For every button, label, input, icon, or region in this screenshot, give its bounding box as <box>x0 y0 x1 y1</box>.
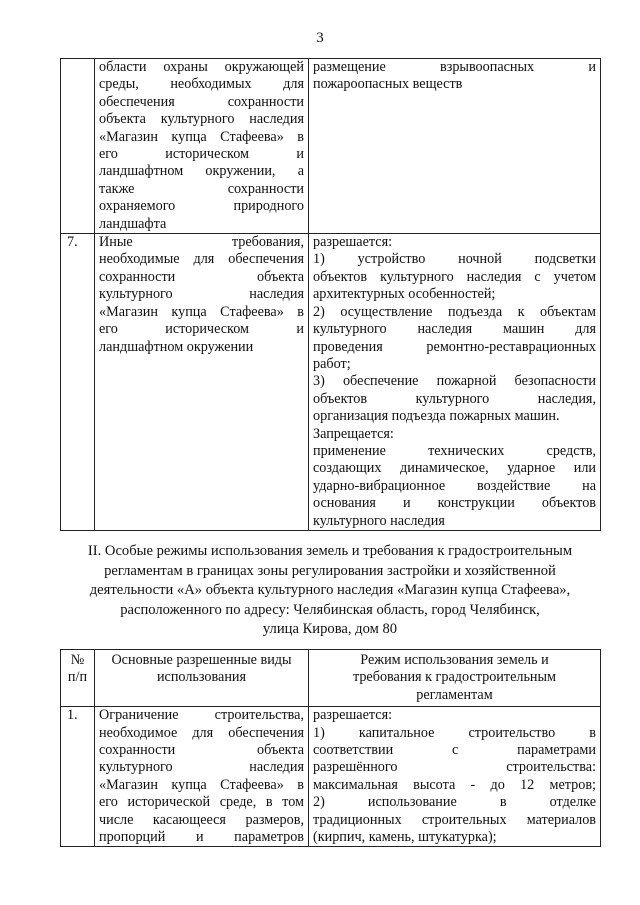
text-line: пожароопасных веществ <box>313 76 463 93</box>
text-line: ландшафтном окружении <box>99 338 254 355</box>
text-line: ландшафта <box>99 215 167 232</box>
text-line: размещение взрывоопасных и <box>313 59 596 75</box>
header-regime <box>309 650 601 707</box>
text-line: (кирпич, камень, штукатурка); <box>313 829 497 846</box>
text-line: обеспечения сохранности <box>99 93 304 110</box>
regime-description <box>309 707 601 847</box>
text-line: проведения ремонтно-реставрационных <box>313 338 596 355</box>
requirements-table-continued <box>60 58 601 531</box>
text-line: объектов культурного наследия, <box>313 390 596 407</box>
text-line: 1) капитальное строительство в <box>313 724 596 741</box>
heading-line: расположенного по адресу: Челябинская область, город Челябинск, <box>120 601 540 618</box>
text-line: культурного наследия <box>99 759 304 776</box>
section-heading <box>60 542 600 640</box>
text-line: культурного наследия <box>99 286 304 303</box>
text-line: культурного наследия <box>313 512 445 529</box>
text-line: охраняемого природного <box>99 198 304 215</box>
header-line: Режим использования земель и <box>360 652 549 668</box>
page-number: 3 <box>316 30 324 46</box>
text-line: Ограничение строительства, <box>99 707 304 724</box>
text-line: необходимое для обеспечения <box>99 724 304 741</box>
text-line: 2) осуществление подъезда к объектам <box>313 303 596 320</box>
header-line: использования <box>156 669 247 686</box>
row-number: 1. <box>61 707 95 847</box>
row-number: 7. <box>61 234 95 531</box>
text-line: основания и конструкции объектов <box>313 495 596 512</box>
text-line: разрешается: <box>313 234 393 251</box>
text-line: необходимые для обеспечения <box>99 251 304 268</box>
text-line: 2) использование в отделке <box>313 794 596 811</box>
text-line: культурного наследия машин для <box>313 321 596 338</box>
text-line: объектов культурного наследия с учетом <box>313 268 596 285</box>
text-line: разрешённого строительства: <box>313 759 596 776</box>
text-line: «Магазин купца Стафеева» в <box>99 303 304 320</box>
regime-description <box>309 234 601 531</box>
text-line: традиционных строительных материалов <box>313 811 596 828</box>
text-line: организация подъезда пожарных машин. <box>313 408 560 425</box>
text-line: соответствии с параметрами <box>313 742 596 759</box>
table-header-row <box>61 650 601 707</box>
heading-line: деятельности «А» объекта культурного наследия «Магазин купца Стафеева», <box>89 582 571 599</box>
text-line: «Магазин купца Стафеева» в <box>99 128 304 145</box>
text-line: его историческом и <box>99 321 304 338</box>
requirement-description <box>95 59 309 234</box>
text-line: «Магазин купца Стафеева» в <box>99 776 304 793</box>
row-number <box>61 59 95 234</box>
table-row <box>61 707 601 847</box>
table-row <box>61 234 601 531</box>
text-line: Иные требования, <box>99 234 304 251</box>
text-line: области охраны окружающей <box>99 59 304 75</box>
text-line: числе касающееся размеров, <box>99 811 304 828</box>
text-line: сохранности объекта <box>99 742 304 759</box>
text-line: его исторической среде, в том <box>99 794 304 811</box>
header-line: требования к градостроительным <box>352 669 557 686</box>
text-line: максимальная высота - до 12 метров; <box>313 776 596 793</box>
regime-description <box>309 59 601 234</box>
text-line: 1) устройство ночной подсветки <box>313 251 596 268</box>
text-line: ландшафтном окружении, а <box>99 163 304 180</box>
header-permitted-uses <box>95 650 309 707</box>
text-line: объекта культурного наследия <box>99 111 304 128</box>
requirement-description <box>95 234 309 531</box>
text-line: его историческом и <box>99 146 304 163</box>
permitted-use-description <box>95 707 309 847</box>
land-use-regime-table <box>60 649 601 847</box>
text-line: архитектурных особенностей; <box>313 286 496 303</box>
header-line: № <box>70 652 85 668</box>
table-row <box>61 59 601 234</box>
text-line: 3) обеспечение пожарной безопасности <box>313 373 596 390</box>
text-line: работ; <box>313 355 351 372</box>
text-line: применение технических средств, <box>313 442 596 459</box>
heading-line: II. Особые режимы использования земель и требования к градостроительным <box>87 543 573 559</box>
heading-line: улица Кирова, дом 80 <box>262 621 398 638</box>
text-line: ударно-вибрационное воздействие на <box>313 477 596 494</box>
text-line: создающих динамическое, ударное или <box>313 460 596 477</box>
heading-line: регламентам в границах зоны регулирования застройки и хозяйственной <box>104 562 556 579</box>
text-line: Запрещается: <box>313 425 394 442</box>
header-line: п/п <box>67 669 88 686</box>
header-number <box>61 650 95 707</box>
text-line: также сохранности <box>99 180 304 197</box>
text-line: сохранности объекта <box>99 268 304 285</box>
text-line: разрешается: <box>313 707 393 724</box>
header-line: Основные разрешенные виды <box>111 652 292 668</box>
header-line: регламентам <box>416 686 493 703</box>
text-line: среды, необходимых для <box>99 76 304 93</box>
text-line: пропорций и параметров <box>99 829 304 846</box>
